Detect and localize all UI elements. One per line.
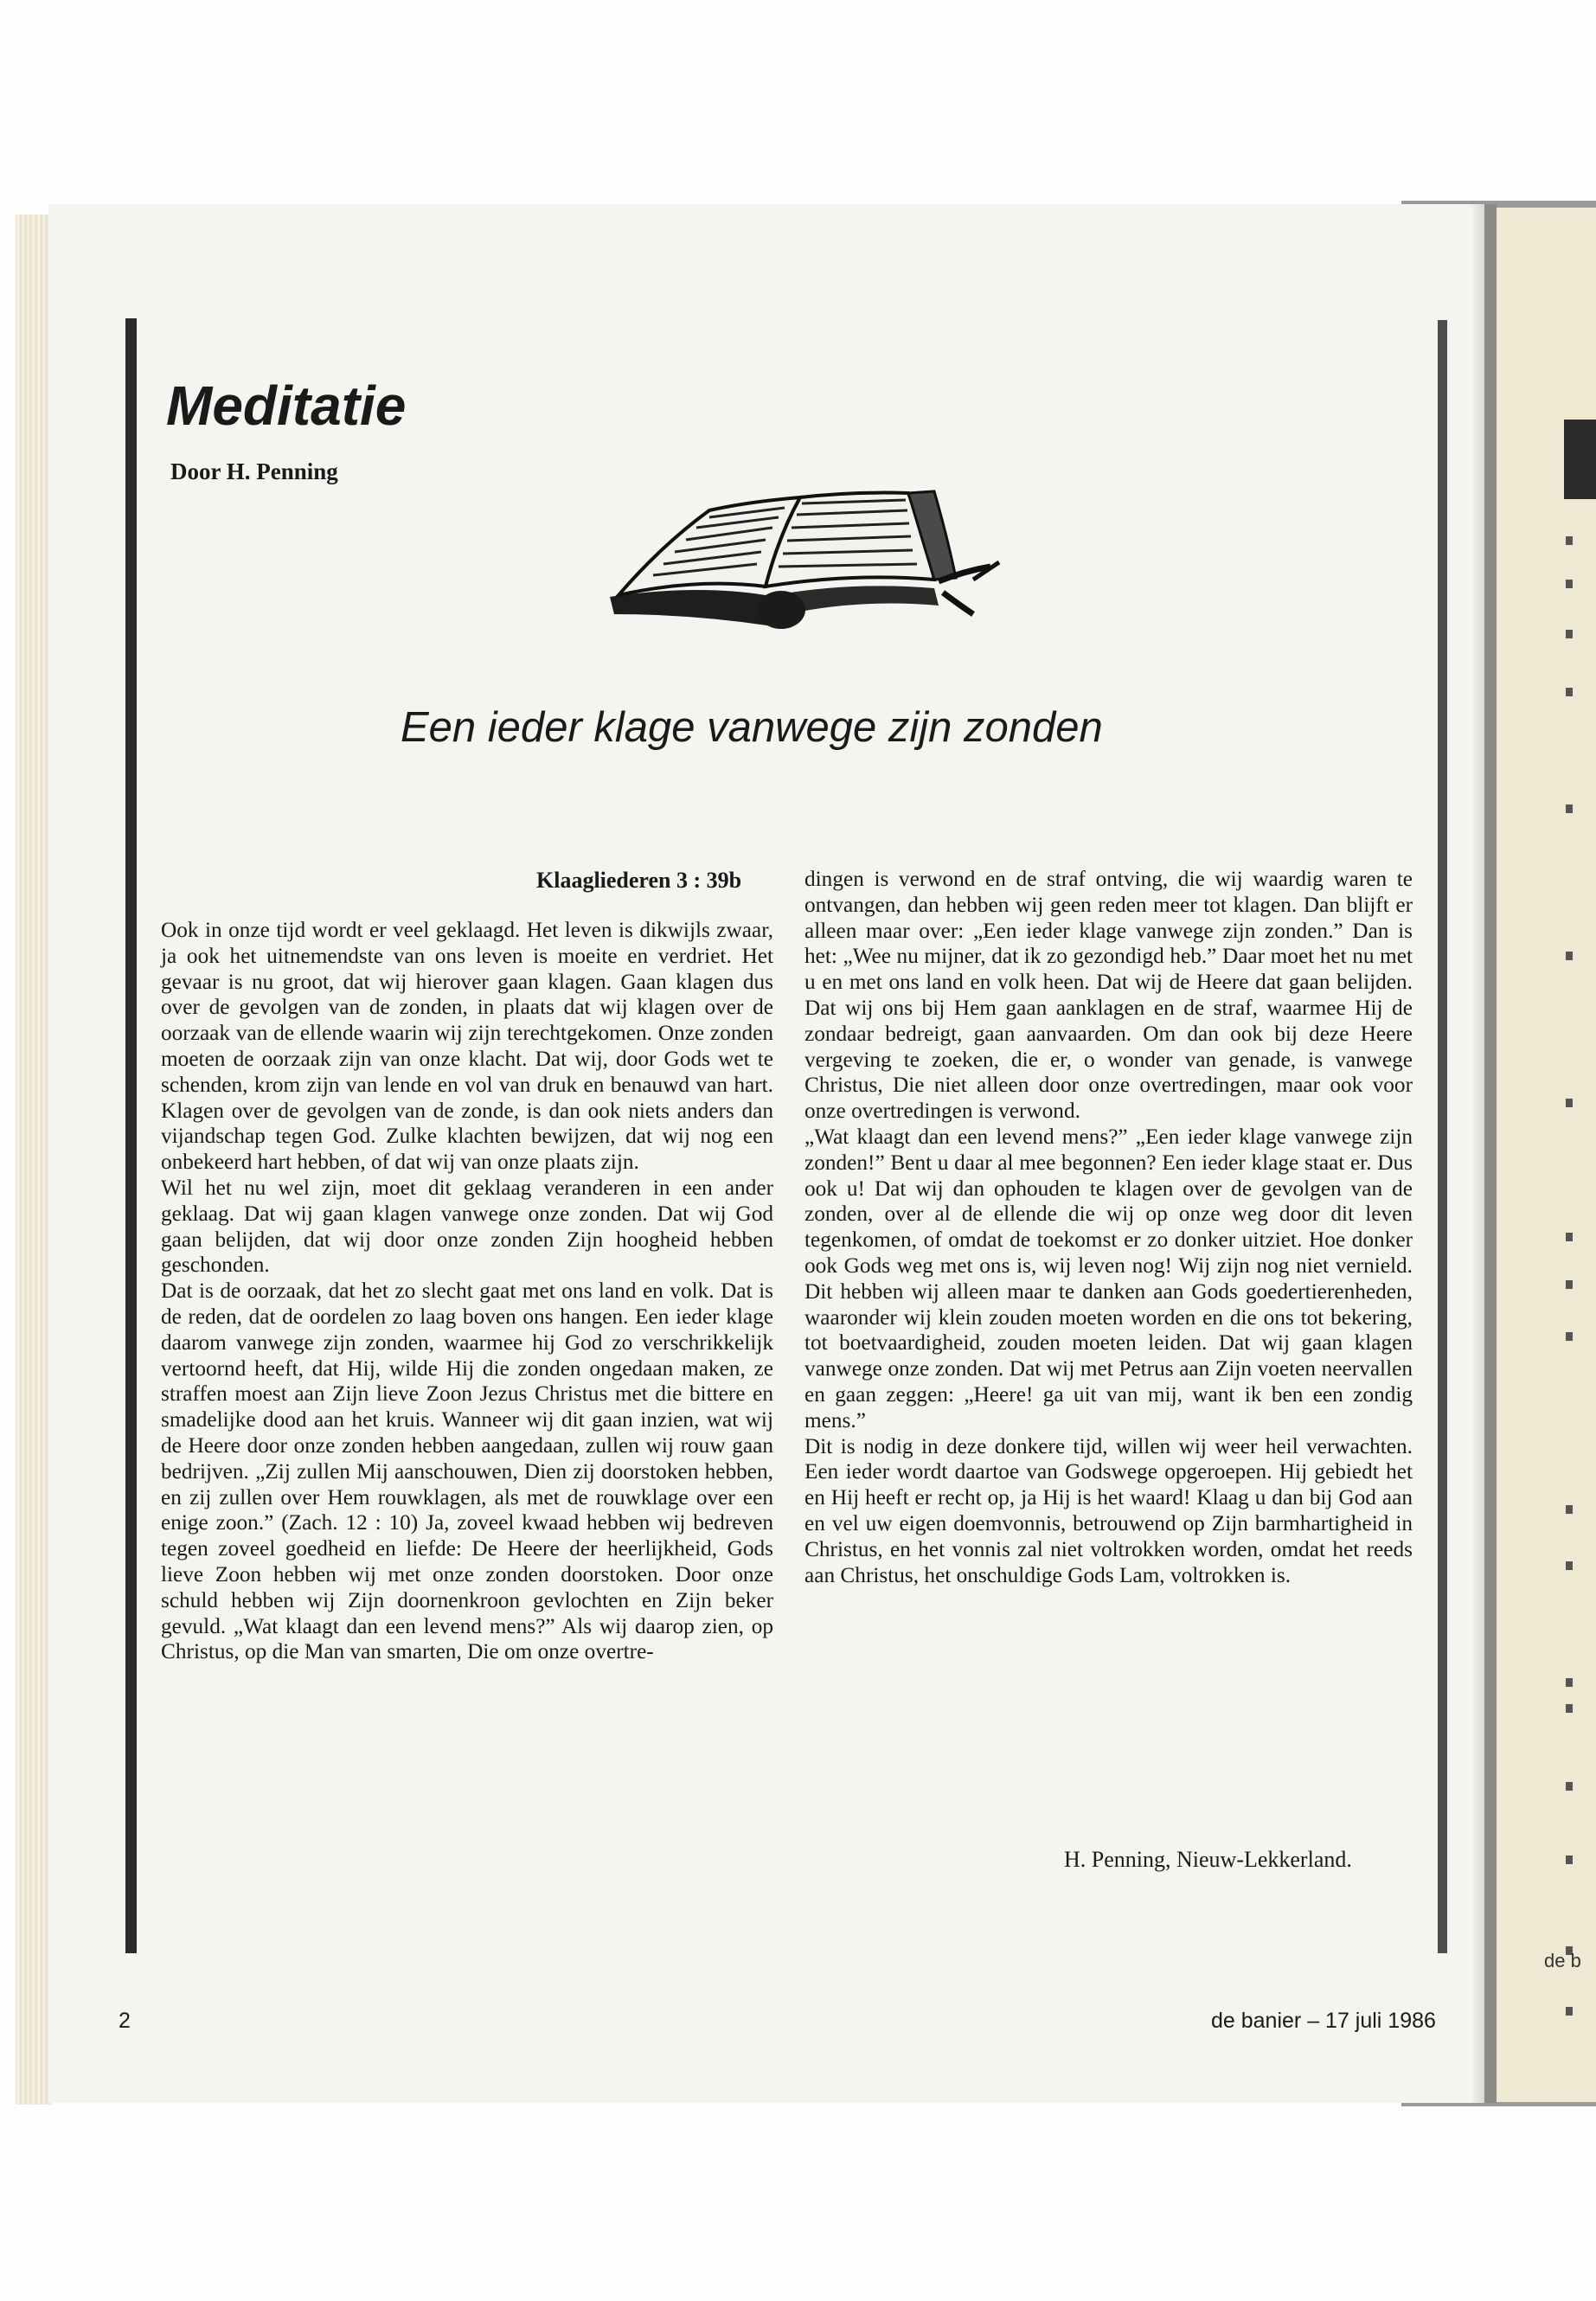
next-page-text-mark [1566,952,1573,960]
left-column [161,918,773,1665]
next-page-text-mark [1566,1782,1573,1791]
next-page-text-mark [1566,1099,1573,1107]
paragraph: Dit is nodig in deze donkere tijd, willen wij weer heil verwachten. Een ieder wordt daartoe van Godswege opgeroepen. Hij gebiedt het en Hij heeft er recht op, ja Hij is het waard! Klaag u dan bij God aan en vel uw eigen doemvonnis, betrouwend op Zijn barmhartigheid in Christus, en het vonnis zal niet voltrokken worden, omdat het reeds aan Christus, het onschuldige Gods Lam, voltrokken is. [804,1433,1413,1587]
next-page-text-mark [1566,804,1573,813]
next-page-text-mark [1566,1280,1573,1289]
paragraph: Dat is de oorzaak, dat het zo slecht gaat met ons land en volk. Dat is de reden, dat de oordelen zo laag boven ons hangen. Een ieder klage daarom vanwege zijn zonden, waarmee hij God zo verschrikkelijk vertoornd heeft, dat Hij, wilde Hij die zonden ongedaan maken, ze straffen moest aan Zijn lieve Zoon Jezus Christus met die bittere en smadelijke dood aan het kruis. Wanneer wij dit gaan inzien, wat wij de Heere door onze zonden hebben aangedaan, zullen wij rouw gaan bedrijven. „Zij zullen Mij aanschouwen, Dien zij doorstoken hebben, en zij zullen over Hem rouwklagen, als met de rouwklage over een enige zoon.” (Zach. 12 : 10) Ja, zoveel kwaad hebben wij bedreven tegen zoveel goedheid en liefde: De Heere der heerlijkheid, Gods lieve Zoon hebben wij met onze zonden doorstoken. Door onze schuld hebben wij Zijn doornenkroon gevlochten en Zijn beker gevuld. „Wat klaagt dan een levend mens?” Als wij daarop zien, op Christus, op die Man van smarten, Die om onze overtre- [161,1279,773,1664]
next-page-text-mark [1566,2007,1573,2016]
signature: H. Penning, Nieuw-Lekkerland. [1064,1847,1352,1872]
paragraph: dingen is verwond en de straf ontving, die wij waardig waren te ontvangen, dan hebben wij geen reden meer tot klagen. Dan blijft er alleen maar over: „Een ieder klage vanwege zijn zonden.” Dan is het: „Wee nu mijner, dat ik zo gezondigd heb.” Daar moet het nu met u en met ons land en volk heen. Dat wij de Heere dat gaan belijden. Dat wij ons bij Hem gaan aanklagen en de straf, waarmee Hij de zondaar bedreigt, gaan aanvaarden. Om dan ook bij deze Heere vergeving te zoeken, die er, o wonder van genade, is vanwege Christus, Die niet alleen door onze overtredingen, maar ook voor onze overtredingen is verwond. [804,867,1413,1124]
next-page-text-mark [1566,688,1573,696]
left-rule [125,318,137,1953]
next-page-text-mark [1566,536,1573,545]
article-title: Een ieder klage vanwege zijn zonden [401,704,1103,751]
next-page-text-mark [1566,1856,1573,1864]
next-page-text-mark [1566,1332,1573,1341]
next-page-text-mark [1566,1233,1573,1241]
paragraph: Ook in onze tijd wordt er veel geklaagd. Het leven is dikwijls zwaar, ja ook het uitnemendste van ons leven is moeite en verdriet. Het gevaar is nu groot, dat wij hierover gaan klagen. Gaan klagen dus over de gevolgen van de zonden, in plaats dat wij klagen over de oorzaak van de ellende waarin wij zijn terechtgekomen. Onze zonden moeten de oorzaak zijn van onze klacht. Dat wij, door Gods wet te schenden, krom zijn van lende en vol van druk en benauwd van hart. Klagen over de gevolgen van de zonde, is dan ook niets anders dan vijandschap tegen God. Zulke klachten bewijzen, dat wij nog een onbekeerd hart hebben, of dat wij van onze plaats zijn. [161,918,773,1175]
next-page-text-mark [1566,1505,1573,1514]
page-number: 2 [119,2009,131,2033]
next-page-strip [1497,208,1596,2102]
next-page-heading-fragment [1564,420,1596,499]
open-bible-icon [593,484,1008,631]
right-column [804,867,1413,1588]
next-page-text-mark [1566,580,1573,588]
byline: Door H. Penning [170,458,338,484]
page-shadow [1471,204,1484,2103]
next-page-text-mark [1566,1678,1573,1687]
paragraph: Wil het nu wel zijn, moet dit geklaag veranderen in een ander geklaag. Dat wij gaan klagen vanwege onze zonden. Dat wij God gaan belijden, dat wij door onze zonden Zijn hoogheid hebben geschonden. [161,1175,773,1278]
page-edges [16,215,52,2105]
paragraph: „Wat klaagt dan een levend mens?” „Een ieder klage vanwege zijn zonden!” Bent u daar al mee begonnen? Een ieder klage staat er. Dus ook u! Dat wij dan ophouden te klagen over de gevolgen van de zonden, over al de ellende die wij op onze weg door dit leven tegenkomen, of omdat de toekomst er zo donker uitziet. Hoe donker ook Gods weg met ons is, wij leven nog! Wij zijn nog niet vernield. Dit hebben wij alleen maar te danken aan Gods goedertierenheden, waaronder wij klein zouden moeten worden en die ons tot bekering, tot boetvaardigheid, zouden moeten leiden. Dat wij gaan klagen vanwege onze zonden. Dat wij met Petrus aan Zijn voeten neervallen en gaan zeggen: „Heere! ga uit van mij, want ik ben een zondig mens.” [804,1124,1413,1433]
next-page-text-mark [1566,630,1573,638]
scripture-reference: Klaagliederen 3 : 39b [536,868,742,893]
next-page-text-mark [1566,1561,1573,1570]
section-title: Meditatie [166,375,407,437]
publication-footer: de banier – 17 juli 1986 [1211,2009,1436,2033]
next-page-text-mark [1566,1704,1573,1713]
next-page-footer-fragment: de b [1544,1950,1581,1971]
page-gutter [1484,204,1497,2103]
right-rule [1438,320,1447,1953]
